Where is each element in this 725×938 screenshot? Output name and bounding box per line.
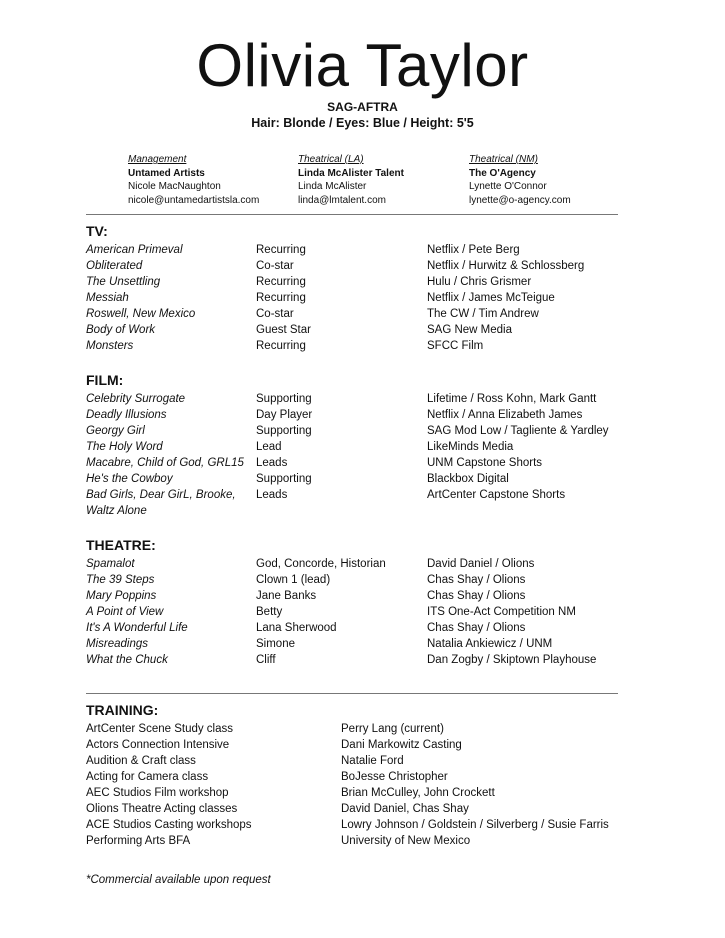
role: Jane Banks (256, 590, 317, 602)
training-course: ACE Studios Casting workshops (86, 819, 252, 831)
project-title: Misreadings (86, 638, 148, 650)
section-title-film: FILM: (86, 372, 124, 388)
role: Recurring (256, 292, 306, 304)
rep-company: Linda McAlister Talent (298, 167, 404, 179)
role: Recurring (256, 244, 306, 256)
project-title: Roswell, New Mexico (86, 308, 196, 320)
role: Simone (256, 638, 295, 650)
credit: LikeMinds Media (427, 441, 514, 453)
section-title-tv: TV: (86, 223, 108, 239)
credit: Chas Shay / Olions (427, 590, 526, 602)
project-title: The Unsettling (86, 276, 161, 288)
project-title: Georgy Girl (86, 425, 145, 437)
rep-theatrical-nm (469, 153, 639, 207)
project-title: Mary Poppins (86, 590, 157, 602)
training-teacher: BoJesse Christopher (341, 771, 448, 783)
credit: SAG New Media (427, 324, 513, 336)
project-title: Spamalot (86, 558, 135, 570)
project-title: The Holy Word (86, 441, 163, 453)
credit: Blackbox Digital (427, 473, 509, 485)
rep-theatrical-la (298, 153, 468, 207)
rep-contact: Lynette O'Connor (469, 181, 547, 192)
credit: Dan Zogby / Skiptown Playhouse (427, 654, 597, 666)
role: Supporting (256, 425, 312, 437)
project-title: A Point of View (86, 606, 164, 618)
credit: The CW / Tim Andrew (427, 308, 539, 320)
role: Lana Sherwood (256, 622, 337, 634)
role: Recurring (256, 340, 306, 352)
role: Lead (256, 441, 282, 453)
actor-name: Olivia Taylor (196, 32, 529, 99)
project-title: Celebrity Surrogate (86, 393, 186, 405)
project-title: The 39 Steps (86, 574, 155, 586)
role: Betty (256, 606, 283, 618)
training-course: Audition & Craft class (86, 755, 196, 767)
credit: David Daniel / Olions (427, 558, 535, 570)
training-course: Performing Arts BFA (86, 835, 191, 847)
credit: Natalia Ankiewicz / UNM (427, 638, 553, 650)
project-title: He's the Cowboy (86, 473, 173, 485)
project-title: Body of Work (86, 324, 156, 336)
training-teacher: University of New Mexico (341, 835, 471, 847)
credit: Netflix / Hurwitz & Schlossberg (427, 260, 585, 272)
role: Co-star (256, 308, 294, 320)
credit: ArtCenter Capstone Shorts (427, 489, 566, 501)
training-teacher: Natalie Ford (341, 755, 404, 767)
credit: Lifetime / Ross Kohn, Mark Gantt (427, 393, 597, 405)
training-course: AEC Studios Film workshop (86, 787, 229, 799)
training-course: Actors Connection Intensive (86, 739, 230, 751)
project-title: Macabre, Child of God, GRL15 (86, 457, 244, 469)
role: Leads (256, 489, 288, 501)
divider (86, 214, 618, 215)
rep-email[interactable]: lynette@o-agency.com (469, 194, 571, 206)
credit: Netflix / Pete Berg (427, 244, 520, 256)
rep-label: Theatrical (NM) (469, 154, 538, 165)
section-title-theatre: THEATRE: (86, 537, 156, 553)
credit: Netflix / Anna Elizabeth James (427, 409, 583, 421)
credit: SAG Mod Low / Tagliente & Yardley (427, 425, 609, 437)
role: God, Concorde, Historian (256, 558, 386, 570)
project-title: It's A Wonderful Life (86, 622, 188, 634)
training-course: ArtCenter Scene Study class (86, 723, 234, 735)
commercial-note: *Commercial available upon request (86, 874, 271, 886)
credit: ITS One-Act Competition NM (427, 606, 576, 618)
rep-company: The O'Agency (469, 167, 536, 179)
role: Clown 1 (lead) (256, 574, 331, 586)
training-teacher: Lowry Johnson / Goldstein / Silverberg / Susie Farris (341, 819, 609, 831)
union-affiliation: SAG-AFTRA (327, 100, 398, 114)
role: Day Player (256, 409, 313, 421)
training-teacher: Brian McCulley, John Crockett (341, 787, 495, 799)
rep-email[interactable]: nicole@untamedartistsla.com (128, 194, 260, 206)
training-teacher: Dani Markowitz Casting (341, 739, 462, 751)
credit: Netflix / James McTeigue (427, 292, 555, 304)
rep-contact: Linda McAlister (298, 181, 367, 192)
training-teacher: Perry Lang (current) (341, 723, 444, 735)
rep-company: Untamed Artists (128, 167, 205, 179)
section-title-training: TRAINING: (86, 702, 159, 718)
physical-stats: Hair: Blonde / Eyes: Blue / Height: 5'5 (251, 116, 474, 130)
role: Guest Star (256, 324, 311, 336)
role: Cliff (256, 654, 276, 666)
rep-label: Management (128, 154, 187, 165)
project-title: Monsters (86, 340, 134, 352)
credit: Chas Shay / Olions (427, 622, 526, 634)
project-title: Messiah (86, 292, 129, 304)
credit: UNM Capstone Shorts (427, 457, 543, 469)
role: Supporting (256, 393, 312, 405)
rep-contact: Nicole MacNaughton (128, 181, 221, 192)
role: Recurring (256, 276, 306, 288)
role: Leads (256, 457, 288, 469)
rep-management (128, 153, 298, 207)
training-teacher: David Daniel, Chas Shay (341, 803, 469, 815)
role: Co-star (256, 260, 294, 272)
credit: Hulu / Chris Grismer (427, 276, 532, 288)
divider (86, 693, 618, 694)
project-title: Obliterated (86, 260, 143, 272)
project-title: American Primeval (86, 244, 183, 256)
project-title: What the Chuck (86, 654, 168, 666)
project-title: Bad Girls, Dear GirL, Brooke, (86, 489, 236, 501)
credit: Chas Shay / Olions (427, 574, 526, 586)
training-course: Olions Theatre Acting classes (86, 803, 238, 815)
rep-label: Theatrical (LA) (298, 154, 364, 165)
project-title: Deadly Illusions (86, 409, 167, 421)
credit: SFCC Film (427, 340, 484, 352)
rep-email[interactable]: linda@lmtalent.com (298, 194, 386, 206)
role: Supporting (256, 473, 312, 485)
training-course: Acting for Camera class (86, 771, 209, 783)
project-title: Waltz Alone (86, 505, 147, 517)
